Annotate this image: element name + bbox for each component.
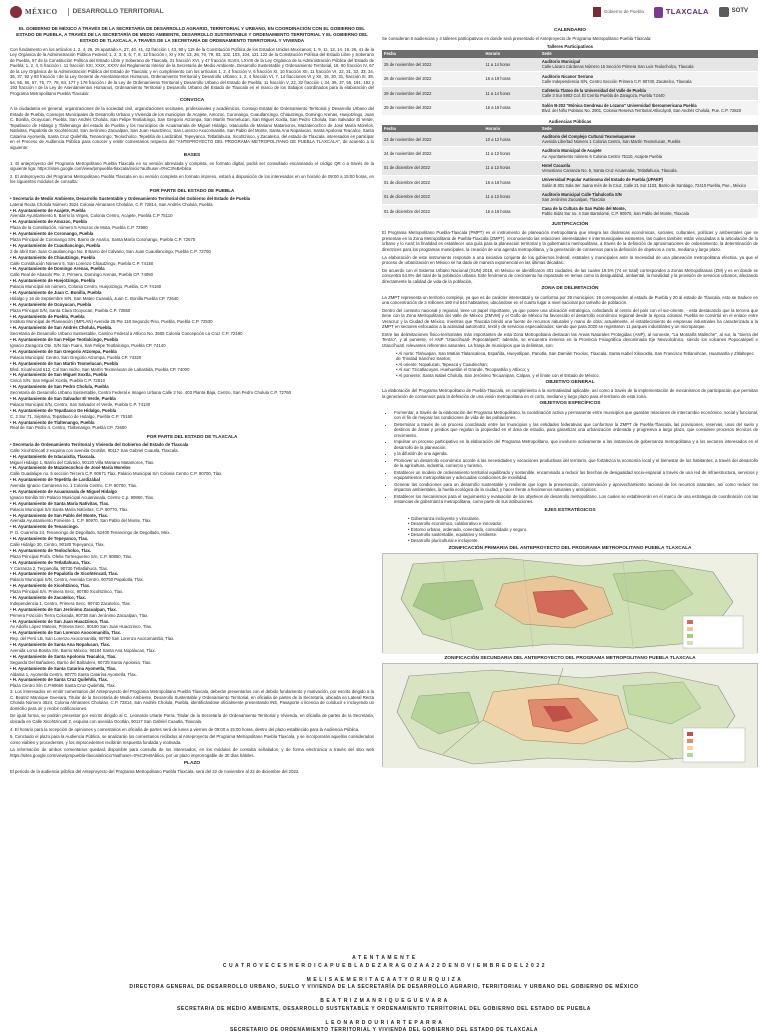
module-name: • H. Ayuntamiento de Teolocholco, Tlax. <box>10 547 92 553</box>
justificacion-paragraph-2: La elaboración de este instrumento responde a una iniciativa conjunta de los gobiernos federal, estatales y municipales ante la necesidad de una planeación metropolitana efectiva, ya que el proceso de urbanización en México se ha dado de manera exponencial en las últimas décadas. <box>382 254 758 266</box>
module-address: Palacio Municipal S/N, Centro, Avenida Centro, 90750 Papalotla, Tlax. <box>10 577 144 583</box>
gobierno-puebla-logo: Gobierno de Puebla <box>593 7 644 17</box>
cell-sede <box>540 101 758 115</box>
limit-item: • Al sur: Tzicatlacoyan, Huehuetlán el Grande, Tecopantlán y Atlixco; y <box>396 367 530 373</box>
legal-foundation-paragraph: Con fundamento en los artículos 1, 2, 4, 25, 26 apartado A, 27, 40, 41, 42 fracción I, 43, 90 y 115 de la Constitución Política de los Estados Unidos Mexicanos; 1, 9, 11, 12, 14, 16, 26, 41 de la Ley Orgánica de la Administración Pública Federal; 1, 2, 3, 5, 6, 7, 8, 12 fracción I, XI y XIV, 13, 26, 70, 79, 83, 102, 103, 104, 121 122 de la Constitución Política del Estado Libre y Soberano de Puebla, 57 de la Constitución Política del Estado Libre y Soberano de Tlaxcala, 31 fracción XVI, y 47 fracción XLVIII, LXVIII de la Ley Orgánica de la Administración Pública del Estado de Puebla; 1, 2, 4, 5 fracción I, 11 fracción XXI, XXIX, XXXV del Reglamento Interior de la Secretaría de Medio Ambiente, Desarrollo Sustentable y Ordenamiento Territorial, 18, 60 fracción IV, 67 de la Ley Orgánica de la Administración Pública del Estado de Tlaxcala; y en cumplimiento con los artículos 1, 2, 4 fracción V, 6 fracción XI, 10 fracción XII, 11 fracción VI, 22, 31, 32, 33, 34, 36, 37, 92 y 93 fracción I de la Ley General de Asentamientos Humanos, Ordenamiento Territorial y Desarrollo Urbano; 1, 2, 4 fracción VI, 7, 14 fracciones VI y XII, 16, 30, 31, fracción III, 39, 54, 55, 56, 57, 75, 77, 78, 84, 177 y 178 fracción I de la Ley de Ordenamiento Territorial y Desarrollo Urbano del Estado de Puebla; 11 fracción V, 22, 32 fracción I, 34, 35, 37, 55, 191, 192 y 193 fracción I de la Ley de Asentamientos Humanos, Ordenamiento Territorial y Desarrollo Urbano del Estado de Tlaxcala en el marco de los trabajos coordinados para la elaboración del Programa Metropolitano Puebla Tlaxcala: <box>10 46 374 96</box>
eje-item: • Desarrollo pluricultural e incluyente. <box>408 537 479 543</box>
map-zonificacion-primaria <box>382 553 758 653</box>
sede-name: Cafetería Tlatoo de la Universidad del Valle de Puebla <box>541 88 646 94</box>
module-address: Calle Guadalupe no. 5 sección Tercera C.P. 90671 Tlax. Palacio Municipal S/n Colonia Centro C.P. 90700, Tlax. <box>10 471 223 477</box>
justificacion-paragraph-1: El Programa Metropolitano Puebla-Tlaxcala (PMPT) es el instrumento de planeación metropolitana que integra las dinámicas económicas, sociales, culturales, políticas y ambientales que se presentan en la Zona Metropolitana de Puebla-Tlaxcala (ZMPT), reconociendo las relaciones interestatales e intermunicipales existentes, las cuales también están vinculadas a la articulación de lo urbano y lo rural; la finalidad es establecer una guía para la planeación territorial y la gobernanza metropolitana, a través de la definición de aproximaciones de ordenamiento, la determinación de directrices para los programas municipales, la creación de una agenda metropolitana, y la generación de consensos para la definición de objetivos a corto, mediano y largo plazo. <box>382 230 758 252</box>
base-3: 3. Los interesados en emitir comentarios del Anteproyecto del Programa Metropolitano Puebla Tlaxcala, deberán presentarlos con el debido fundamento y motivación, por escrito dirigido a la C. Beatriz Manrique Guevara, Titular de la Secretaría de Medio Ambiente, Desarrollo Sustentable y Ordenamiento Territorial, en oficialía de partes de la Secretaría, ubicada en Lateral Recta Cholula Número 3524, Colonia Almarares Cholulan, C.P. 72814, San Andrés Cholula, Puebla, identificándose oficialmente presentando INE, Pasaporte o licencia de conducir e incluyendo un domicilio para oír y recibir notificaciones. <box>10 689 374 711</box>
module-name: • H. Ayuntamiento de Huejotzingo, Puebla <box>10 278 95 284</box>
module-name: • H. Ayuntamiento de Juan C. Bonilla, Puebla <box>10 289 102 295</box>
module-name: • H. Ayuntamiento de Papalotla de Xicohténcatl, Tlax. <box>10 571 119 577</box>
tlaxcala-modules-list <box>10 442 374 689</box>
especificos-list <box>394 410 758 505</box>
module-name: • H. Ayuntamiento de Ixtacuixtla, Tlaxcala. <box>10 453 96 459</box>
sede-name: Universidad Popular Autónoma del Estado de Puebla (UPAEP) <box>541 177 663 183</box>
module-address: C. 2 Sur 71, Séptima, Tepatlaxco de Hidalgo, Puebla C.P. 75160 <box>10 413 133 419</box>
table-row <box>382 101 758 115</box>
base-2: 2. El anteproyecto del Programa Metropolitano Puebla Tlaxcala en su versión completa en formato impreso, estará a disposición de los interesados en un horario de 09:00 a 15:00 horas, en los siguientes módulos de consulta: <box>10 173 374 185</box>
module-name: • H. Ayuntamiento de Zacatelco, Tlax. <box>10 594 86 600</box>
especificos-heading: OBJETIVOS ESPECÍFICOS <box>539 401 601 407</box>
puebla-modules-heading: POR PARTE DEL ESTADO DE PUEBLA <box>149 187 235 193</box>
desarrollo-territorial-logo: DESARROLLO TERRITORIAL <box>68 8 164 16</box>
table-row <box>382 190 758 204</box>
sede-address: Calle Lázaro Cárdenas Número 15 Sección Primera San Luis Teolocholco, Tlaxcala <box>541 64 694 70</box>
module-name: • H. Ayuntamiento de Cuautlancingo, Puebla <box>10 242 101 248</box>
tlaxcala-modules-heading: POR PARTE DEL ESTADO DE TLAXCALA <box>146 433 238 439</box>
cell-sede <box>540 190 758 204</box>
tlaxcala-crest-icon <box>654 7 663 18</box>
cell-horario: 11 a 13 horas <box>484 146 540 160</box>
sede-address: Venustiano Carranza No. 5, Santa Cruz Acuamalac, Tetlatlahuca, Tlaxcala. <box>541 168 678 174</box>
module-address: 2 de abril San Juan Cuautlancingo No. 8 Barrio del Calvario, San Juan Cuautlancingo, Puebla C.P. 72700 <box>10 248 211 254</box>
module-name: • H. Ayuntamiento de Tepeyanco, Tlax. <box>10 536 89 542</box>
objective-item: • Impulsar un proceso participativo en la elaboración del Programa Metropolitano, que involucre activamente a las instancias de gobernanza metropolitana y a los sectores interesados en el desarrollo de la planeación. <box>394 439 758 450</box>
table-row <box>382 72 758 86</box>
module-name: • Secretaría de Ordenamiento Territorial y Vivienda del Gobierno del Estado de Tlaxcala <box>10 441 189 447</box>
module-address: Ignacio Zaragoza Ote. S/N San Fuaro, San Felipe Teotlalcingo, Puebla CP. 74140 <box>10 342 166 348</box>
table-row <box>382 132 758 146</box>
sotv-logo: SOTV <box>719 7 748 17</box>
cell-fecha: 24 de noviembre del 2022 <box>382 146 484 160</box>
plazo-paragraph: El periodo de la audiencia pública del Anteproyecto del Programa Metropolitano Puebla Tlaxcala, será del 22 de noviembre al 22 de diciembre del 2022. <box>10 768 300 774</box>
module-name: • H. Ayuntamiento de Santa Catarina Ayometla, Tlax. <box>10 665 117 671</box>
objective-item: • Promover un desarrollo económico acorde a las necesidades y vocaciones productivas del territorio, que fortalezca la economía local y el bienestar de los habitantes, a través del desarrollo de la agricultura, industria, comercio y turismo. <box>394 458 758 469</box>
cell-fecha: 01 de diciembre del 2022 <box>382 204 484 218</box>
module-name: • H. Ayuntamiento de Acajete, Puebla <box>10 207 86 213</box>
cell-fecha: 23 de noviembre del 2022 <box>382 132 484 146</box>
module-name: • H. Ayuntamiento de San Pedro Cholula, Puebla <box>10 384 109 390</box>
module-name: • H. Ayuntamiento de San Martín Texmelucan, Puebla <box>10 360 119 366</box>
module-name: • H. Ayuntamiento de Ocoyucan, Puebla <box>10 301 92 307</box>
module-name: • H. Ayuntamiento de Xicohtzinco, Tlax. <box>10 583 91 589</box>
left-column <box>10 26 374 852</box>
limit-item: • Al poniente: Santa Isabel Cholula, San Jerónimo Tecuanipan, Calpan, y el límite con el Estado de México. <box>396 372 600 378</box>
delimitacion-paragraph-1: La ZMPT representa un territorio complejo, ya que es de carácter interestatal y se conforma por 39 municipios: 19 corresponden al estado de Puebla y 20 al estado de Tlaxcala, esto se traduce en una concentración de 3 millones 180 mil 644 habitantes, ubicándose en el cuarto lugar a nivel nacional por tamaño de población. <box>382 294 758 306</box>
cell-horario: 16 a 19 horas <box>484 72 540 86</box>
cell-sede <box>540 175 758 189</box>
module-name: • H. Ayuntamiento de Tetlatlahuca, Tlax. <box>10 559 91 565</box>
module-name: • H. Ayuntamiento de Tlaltenango, Puebla <box>10 419 95 425</box>
sede-name: Auditorio Nicanor Serrano <box>541 73 594 79</box>
module-name: • H. Ayuntamiento de Acuamanala de Miguel Hidalgo <box>10 488 118 494</box>
module-name: • H. Ayuntamiento de San Juan Huactzinco, Tlax. <box>10 618 110 624</box>
cell-horario: 16 a 18 horas <box>484 175 540 189</box>
module-address: Avenida Ayuntamiento 6, Barrio la Virgen, Colonia Centro, Acajete, Puebla C.P 75110 <box>10 213 173 219</box>
sede-address: Calle 3 Sur 5902 Col. El Cerrito Puebla de Zaragoza, Puebla 72440 <box>541 93 665 99</box>
module-address: Primera Fracción Tierra Colorada, 90738 San Jerónimo Zacualpan, Tlax. <box>10 612 149 618</box>
signer-2-name: B E A T R I Z M A N R I Q U E G U E V A R A <box>320 998 448 1004</box>
sede-name: Auditorio Municipal <box>541 59 581 65</box>
cell-sede <box>540 72 758 86</box>
signer-1-role: DIRECTORA GENERAL DE DESARROLLO URBANO, SUELO Y VIVIENDA DE LA SECRETARÍA DE DESARROLLO AGRARIO, TERRITORIAL Y URBANO DEL GOBIERNO DE MÉXICO <box>129 984 639 991</box>
sede-name: Auditorio Municipal Calle Tlahulcotla S/N <box>541 191 622 197</box>
sede-name: Auditorio del Complejo Cultural Texmeluquense <box>541 133 636 139</box>
objective-item: • Generar las condiciones para un desarrollo sustentable y resiliente que logre la preservación, conservación y aprovechamiento racional de los recursos naturales, así como reducir los impactos ambientales, la huella ecológica de la ciudad, y hacer frente a fenómenos naturales y antrópicos. <box>394 482 758 493</box>
lema-line: C U A T R O V E C E S H E R O I C A P U E B L A D E Z A R A G O Z A A 2 2 D E N O V I E M B R E D E L 2 0 2 2 <box>222 962 546 969</box>
delimitacion-paragraph-2: Dentro del contexto nacional y regional, tiene un papel importante, ya que posee una ubicación estratégica, colindando al centro del país con el sur-oriente, - esta destacando que la tercera que tiene con la Zona Metropolitana del Valle de México (ZMVM) y el Golfo de México ha favorecido el desarrollo económico regional desde la época colonial. Puebla se convirtió en el enlace entre Veracruz y la Ciudad de México, mientras que Tlaxcala brindó una fuente de recursos naturales y mano de obra; actualmente, el establecimiento de empresas industriales ha caracterizado a la ZMPT en sectores enfocados a la actividad automotriz, textil y de servicios especializados; siendo que para 2020 se registraron 11 parques industriales y un microparque. <box>382 307 758 330</box>
module-address: Palacio Municipal sin número, Colonia Centro, Huejotzingo, Puebla, C.P. 74160 <box>10 284 162 290</box>
tlaxcala-logo: TLAXCALA <box>654 7 709 18</box>
cell-horario: 11 a 13 horas <box>484 161 540 175</box>
sede-address: San Jerónimo Zacualpan, Tlaxcala <box>541 197 605 203</box>
cell-fecha: 25 de noviembre del 2022 <box>382 58 484 72</box>
base-1: 1. El anteproyecto del Programa Metropolitano Puebla Tlaxcala en su versión abreviada y completa, en formato digital, podrá ser consultado escaneando el código QR o a través de la siguiente liga: https://sites.google.com/view/pmpuebla-tlaxcala/inicio?authuser=0%C3%BAblica <box>10 160 374 172</box>
cell-sede <box>540 161 758 175</box>
justificacion-heading: JUSTIFICACIÓN <box>551 222 589 228</box>
table-row <box>382 175 758 189</box>
module-address: Av Adolfo López Mateos, Primera Secc, 90190 San Juan Huactzinco, Tlax. <box>10 624 153 630</box>
talleres-caption: Talleres Participativos <box>546 43 594 49</box>
module-address: Secretaría de Desarrollo Urbano Sustentable, Centro Federal e Imagen Urbana Calle 2 No. 403 Planta Baja, Centro, San Pedro Cholula C.P. 72760 <box>10 390 292 396</box>
module-address: Avenida Ignacio Camarena no. 1 Colonia Centro, C.P. 90700, Tlax. <box>10 483 138 489</box>
cell-sede <box>540 58 758 72</box>
sotv-icon <box>719 7 729 17</box>
module-address: Y Carranza 2, Tecpanolla, 90730 Tetlatlahuca, Tlax. <box>10 565 109 571</box>
module-address: Instituto Municipal de Planeación (IMPLAN) Avenida 25 Pte 118 Segundo Piso, Puebla, Puebla C.P. 72530 <box>10 319 213 325</box>
module-name: • Secretaría de Medio Ambiente, Desarrollo Sustentable y Ordenamiento Territorial del Gobierno del Estado de Puebla <box>10 195 251 201</box>
objective-item: • Establecer un modelo de ordenamiento territorial equilibrado y sostenible, encaminado a reducir las brechas de desigualdad socio-espacial a través de una red de infraestructura, servicios y equipamientos metropolitanos y adecuadas condiciones de movilidad. <box>394 470 758 481</box>
signer-3-role: SECRETARIO DE ORDENAMIENTO TERRITORIAL Y VIVIENDA DEL GOBIERNO DEL ESTADO DE TLAXCALA <box>229 1027 539 1034</box>
cell-horario: 10 a 12 horas <box>484 132 540 146</box>
puebla-modules-list <box>10 196 374 431</box>
eje-item: • Desarrollo sustentable, equitativo y resiliente. <box>408 532 498 538</box>
limit-item: • Al norte: Tlahuapan, San Matías Tlalancaleca, Españita, Hueyotlipan, Panotla, San Damián Texoloc, Tlaxcala, Santa Isabel Xiloxoxtla, San Francisco Tetlanohcan, Huamantla y Zitlaltepec de Trinidad Sánchez Santos; <box>396 350 754 362</box>
module-address: Blvd. Xicoténcatl 612, Col San Isidro, San Martín Texmelucan de Labastida, Puebla CP. 74000 <box>10 366 190 372</box>
table-row <box>382 146 758 160</box>
column-header-fecha: Fecha <box>382 125 484 132</box>
base-5: 5. Concluido el plazo para la Audiencia Pública, se analizarán los comentarios recibidos al Anteproyecto del Programa Metropolitano Puebla Tlaxcala, y se incorporarán aquellos considerados como viables y procedentes, y los improcedentes recibirán respuesta fundada y motivada. <box>10 734 374 745</box>
limits-list <box>396 351 758 379</box>
module-name: • H. Ayuntamiento de Tepetitla de Lardizábal <box>10 477 100 483</box>
base-4: 4. El horario para la recepción de opiniones y comentarios en oficialía de partes será de lunes a viernes de 09:00 a 15:00 horas, dentro del plazo establecido para la Audiencia Pública. <box>10 726 360 732</box>
cell-sede <box>540 204 758 218</box>
base-3b: De igual forma, se podrán presentar por escrito dirigido al C. Leonardo Uriarte Parra, Titular de la Secretaría de Ordenamiento Territorial y Vivienda, en oficialía de partes de la Secretaría, ubicada en Calle Xicohtzincatl 2, esquina con avenida Ocotlán, 90117 San Gabriel Cuautla, Tlaxcala. <box>10 713 374 724</box>
talleres-table <box>382 50 758 115</box>
objective-item: • Determinar a través de un proceso coordinado entre los municipios y las entidades federativas que conforman la ZMPT de Puebla-Tlaxcala, las provisiones, reservas, usos del suelo y destinos de áreas y predios que regulan la propiedad en el área de estudio, para garantizar una urbanización ordenada y progresiva a largo plazo, que considere procesos técnicos de crecimiento. <box>394 422 758 439</box>
column-header-sede: Sede <box>540 50 758 57</box>
signer-3-name: L E O N A R D O U R I A R T E P A R R A <box>325 1019 443 1026</box>
map-primaria-title: ZONIFICACIÓN PRIMARIA DEL ANTEPROYECTO DEL PROGRAMA METROPOLITANO PUEBLA TLAXCALA <box>448 546 692 552</box>
objetivo-heading: OBJETIVO GENERAL <box>545 380 595 386</box>
module-address: Avenida Ayuntamiento Poniente 1, C.P. 90970, San Pablo del Monte, Tlax. <box>10 518 152 524</box>
signer-1-name: M E L I S A E M E R I T A C A A T Y O R U R Q U I Z A <box>306 976 462 983</box>
column-header-horario: Horario <box>484 50 540 57</box>
cell-fecha: 01 de diciembre del 2022 <box>382 175 484 189</box>
sede-address: Av. Ayuntamiento número 6 Colonia Centro 75110, Acajete Puebla <box>541 153 662 159</box>
justificacion-paragraph-3: De acuerdo con el Sistema Urbano Nacional (SUN) 2018, en México se identificaron 401 ciudades, de las cuales 19.5% (74 en total) corresponden a Zonas Metropolitanas (ZM) y es en donde se concentra 64.5% del total de la población urbana. Este fenómeno de crecimiento ha impactado en temas como la desigualdad, ambiental, la movilidad y la provisión de servicios urbanos, afectando directamente la calidad de vida de la población. <box>382 267 758 284</box>
module-address: Independencia 1, Centro, Primera Secc, 90740 Zacatelco, Tlax. <box>10 600 132 606</box>
module-name: • H. Ayuntamiento de Tenancingo. <box>10 524 79 530</box>
module-address: Plaza Centro S/n C.P.90660 Santa Cruz Quilehtla, Tlax. <box>10 683 116 689</box>
module-address: Calle Xicohtzincatl 2 esquina con avenida Ocotlán, 90117 San Gabriel Cuautla, Tlaxcala. <box>10 447 179 453</box>
convoca-paragraph: A la ciudadanía en general, organizaciones de la sociedad civil, organizaciones vecinales, profesionales y académicos, Consejo Estatal de Ordenamiento Territorial y Desarrollo Urbano del Estado de Puebla, Consejos Municipales de Desarrollo Urbano y Vivienda de los municipios de Acajete, Amozoc, Coronango, Cuautlancingo, Chiautzingo, Domingo Arenas, Huejotzingo, Juan C. Bonilla, Ocoyucan, Puebla, San Andrés Cholula, San Felipe Teotlalcingo, San Gregorio Atzompa, San Martín Texmelucan, San Miguel Xoxtla, San Pedro Cholula, San Salvador El Verde, Tepatlaxco de Hidalgo y Tlaltenango del estado de Puebla y los municipios de Acuamanala de Miguel Hidalgo, Ixtacuixtla de Mariano Matamoros, Mazatecochco de José María Morelos, Natívitas, Papalotla de Xicohténcatl, San Jerónimo Zacualpan, San Juan Huactzinco, San Lorenzo Axocomanitla, San Pablo del Monte, Santa Ana Nopalucan, Santa Apolonia Teacalco, Santa Catarina Ayometla, Santa Cruz Quilehtla, Tenancingo, Teolocholco, Tepetitla de Lardizábal, Tepeyanco, Tetlatlahuca, Xicohtzinco, y Zacatelco, del estado de Tlaxcala, interesados en participar en el Proceso de Audiencia Pública para conocer y emitir comentarios respecto del "ANTEPROYECTO DEL PROGRAMA METROPOLITANO DE PUEBLA TLAXCALA", de acuerdo a lo siguiente: <box>10 106 374 150</box>
sede-address: Calle Independencia S/N, Centro Sección Primera C.P. 90740, Zacatelco, Tlaxcala <box>541 78 692 84</box>
module-name: • H. Ayuntamiento de Tepatlaxco De Hidalgo, Puebla <box>10 407 117 413</box>
map-secundaria-title: ZONIFICACIÓN SECUNDARIA DEL ANTEPROYECTO DEL PROGRAMA METROPOLITANO PUEBLA TLAXCALA <box>444 656 696 662</box>
module-name: • H. Ayuntamiento de San Miguel Xoxtla, Puebla <box>10 372 108 378</box>
cell-sede <box>540 132 758 146</box>
module-name: • H. Ayuntamiento de Puebla, Puebla <box>10 313 85 319</box>
module-address: Hidalgo y 16 de Septiembre S/N, San Mateo Cuanalá, Juan C. Bonilla Puebla CP. 72640 <box>10 295 179 301</box>
sede-address: Pablo Sidar Sur no. 4 San Bartolomé, C.P. 90970, San Pablo del Monte, Tlaxcala <box>541 211 689 217</box>
column-header-sede: Sede <box>540 125 758 132</box>
signer-2-role: SECRETARIA DE MEDIO AMBIENTE, DESARROLLO SUSTENTABLE Y ORDENAMIENTO TERRITORIAL DEL GOBIERNO DEL ESTADO DE PUEBLA <box>176 1005 592 1012</box>
cell-fecha: 29 de noviembre del 2022 <box>382 86 484 100</box>
cell-fecha: 01 de diciembre del 2022 <box>382 161 484 175</box>
sede-name: Hotel Cacaxtla <box>541 162 571 168</box>
objective-item: • Formentar, a través de la elaboración del Programa Metropolitano, la coordinación activa y permanente entre municipios que guardan relaciones de intercambio económico, social y funcional, con el fin de mejorar las condiciones de vida de las poblaciones. <box>394 410 758 421</box>
module-address: Lateral Recta Cholula Número 3524 Colonia Almarares Cholulan, C.P. 72814, San Andrés Cholula, Puebla. <box>10 201 214 207</box>
module-name: • H. Ayuntamiento de Coronango, Puebla <box>10 231 94 237</box>
module-name: • H. Ayuntamiento de San Pablo del Monte, Tlax. <box>10 512 109 518</box>
sede-address: Avenida Libertad Número 1 Colonia Centro, San Martín Texmelucan, Puebla <box>541 139 681 145</box>
table-row <box>382 204 758 218</box>
module-name: • H. Ayuntamiento de San Lorenzo Axocomanitla, Tlax. <box>10 630 122 636</box>
eje-item: • Desarrollo económico, colaborativo e innovador. <box>408 521 503 527</box>
module-address: Aldama 1, Ayometla Centro, 90770 Santa Catarina Ayometla, Tlax. <box>10 671 137 677</box>
column-header-horario: Horario <box>484 125 540 132</box>
eje-item: • Gobernanza incluyente y vinculante. <box>408 515 480 521</box>
delimitacion-heading: ZONA DE DELIMITACIÓN <box>541 286 599 292</box>
module-name: • H. Ayuntamiento de Domingo Arenas, Puebla <box>10 266 105 272</box>
cell-sede <box>540 146 758 160</box>
module-address: Palacio Municipal S/N, Centro, San Salvador el Verde, Puebla C.P. 74130 <box>10 401 151 407</box>
column-header-fecha: Fecha <box>382 50 484 57</box>
module-name: • H. Ayuntamiento de Santa Apolonia Teacalco, Tlax. <box>10 653 117 659</box>
module-name: • H. Ayuntamiento de San Salvador El Verde, Puebla <box>10 396 116 401</box>
objetivo-paragraph: La elaboración del Programa Metropolitano de Puebla-Tlaxcala, en cumplimiento a la normatividad aplicable, así como a través de la implementación de mecanismos de participación que permitan la generación de consensos para la definición de una visión metropolitana en el corto, mediano y largo plazo para el territorio de esta zona. <box>382 388 758 399</box>
atentamente-label: A T E N T A M E N T E <box>352 955 416 961</box>
calendario-heading: CALENDARIO <box>554 28 586 33</box>
map-zonificacion-secundaria <box>382 663 758 767</box>
ejes-heading: EJES ESTRATÉGICOS <box>544 507 596 513</box>
module-address: Plaza Principal de Coronango S/N, Barrio de Analco, Santa María Coronango, Puebla C.P. 72670 <box>10 236 196 242</box>
cell-horario: 16 a 18 horas <box>484 204 540 218</box>
module-name: • H. Ayuntamiento de San Jerónimo Zacualpan, Tlax. <box>10 606 117 612</box>
delimitacion-paragraph-3: Entre las delimitaciones físico-territoriales más importantes de esta Zona Metropolitana destacan las Áreas Naturales Protegidas (ANP), al noroeste, "La Montaña Malinche", al sur, la "Sierra del Tentzo", y al poniente, el ANP "Iztaccíhuatl- Popocatépetl"; además, se encuentra inmersa en la Provincia Fisiográfica denominada Eje Neovolcánico, siendo los volcanes Popocatépetl e Iztaccíhuatl, relevantes referentes naturales. La franja de municipios que la delimitan, son: <box>382 331 758 348</box>
module-address: Ignacio Bonilla S/n Palacio Municipal Acuamanala, Centro C.p. 90860, Tlax. <box>10 494 155 500</box>
table-row <box>382 86 758 100</box>
eje-item: • Entorno urbano, ordenado, conectado, consolidado y seguro. <box>408 526 528 532</box>
sede-address: Blvd. del Niño Poblano No. 2901, Colonia Reserva Territorial Atlixcáyotl, San Andrés Cholula, Pue. C.P. 72820 <box>541 107 742 113</box>
module-name: • H. Ayuntamiento de Santa Cruz Quilehtla, Tlax. <box>10 677 109 683</box>
cell-sede <box>540 86 758 100</box>
module-address: Plaza Principal S/n. Primera Secc, 90780 Xicohtzinco, Tlax. <box>10 589 124 595</box>
module-name: • H. Ayuntamiento de Santa María Natívitas, Tlax. <box>10 500 110 506</box>
cell-horario: 11 a 14 horas <box>484 58 540 72</box>
module-name: • H. Ayuntamiento de San Andrés Cholula, Puebla. <box>10 325 113 331</box>
audiencias-table <box>382 125 758 219</box>
plazo-heading: PLAZO <box>183 760 201 766</box>
sede-name: Salón B-202 "Mónica Gendreau de Lozano" Universidad Iberoamericana Puebla <box>541 102 697 108</box>
module-address: Calle Real de Abasolo Pte. 2, Primero, Domingo Arenas, Puebla CP. 74050 <box>10 272 153 278</box>
bases-heading: BASES <box>183 152 201 158</box>
module-name: • H. Ayuntamiento de San Felipe Teotlalcingo, Puebla <box>10 337 119 343</box>
convoca-heading: CONVOCA <box>179 98 205 104</box>
calendario-intro: Se consideran 8 audiencias y 4 talleres participativos en donde será presentado el Anteproyecto de Programa Metropolitano Puebla Tlaxcala: <box>382 36 652 42</box>
module-address: Segunda Del Bañadero, Barrio del Bañadero, 90725 Santa Apolonia, Tlax. <box>10 659 152 665</box>
cell-horario: 11 a 14 horas <box>484 86 540 100</box>
module-address: Secretaría de Desarrollo Urbano Sustentable, Camino Federal a Atlixco No. 3505 Colonia Concepción La Cruz C.P. 72190 <box>10 331 243 337</box>
module-address: Plaza Principal Profa. Ofelia Torresquemo S/n, C.P. 90850, Tlax. <box>10 553 133 559</box>
module-address: Calle Constitución Número 5, San Lorenzo Chiautzingo, Puebla C.P. 74150 <box>10 260 154 266</box>
right-column <box>382 26 758 852</box>
module-address: Calle Hidalgo 30, Centro, 90180 Tepeyanco, Tlax. <box>10 541 105 547</box>
module-address: Rep. del Perú LB, San Lorenzo Axocomanitla, 90750 San Lorenzo Axocomanitla, Tlax. <box>10 636 175 642</box>
table-row <box>382 58 758 72</box>
objective-item: • y la difusión de una agenda. <box>394 451 758 457</box>
module-address: Avenida Loma Bonita S/n, Barrio México, 90184 Santa Ana Nopalucan, Tlax. <box>10 648 156 653</box>
module-address: Real de San Pedro 4, Centro, Tlaltenango, Puebla CP. 72600 <box>10 425 127 431</box>
cell-fecha: 01 de diciembre del 2022 <box>382 190 484 204</box>
signatures-footer <box>0 955 768 1035</box>
base-5b: La información de ambos comentarios quedará disponible para consulta de los interesados, en los módulos de consulta señalados, y de forma electrónica a través del sitio web https://sites.google.com/view/pmpuebla-tlaxcala/inicio?authuser=0%C3%BAblica, por un plazo improrrogable de 30 días hábiles. <box>10 747 374 758</box>
module-address: Miguel Hidalgo 1, Barrio del Calvario, 90120 Villa Mariano Matamoros, Tlax. <box>10 459 155 465</box>
module-address: Plaza Principal S/N, Santa Clara Ocoyucan, Puebla C.P. 72850 <box>10 307 131 313</box>
module-name: • H. Ayuntamiento de Chiautzingo, Puebla <box>10 254 95 260</box>
cell-fecha: 26 de noviembre del 2022 <box>382 72 484 86</box>
module-name: • H. Ayuntamiento de Mazatecochco de José María Morelos <box>10 465 131 471</box>
sede-name: Auditorio Municipal de Acajete <box>541 148 602 154</box>
cell-horario: 16 a 19 horas <box>484 101 540 115</box>
header-logos <box>0 0 768 24</box>
escudo-icon <box>10 6 22 18</box>
cell-fecha: 29 de noviembre del 2022 <box>382 101 484 115</box>
gobierno-mexico-logo: MÉXICO <box>10 6 58 18</box>
objective-item: • Establecer los mecanismos para el seguimiento y evaluación de los objetivos de desarrollo metropolitano. Los cuales se establecerán en el marco de una estrategia de coordinación con las instancias de gobernanza metropolitana, como parte de sus atribuciones. <box>394 494 758 505</box>
module-address: Palacio Municipal S/n Santa María Natívitas, C.P. 90770, Tlax. <box>10 506 129 512</box>
module-address: Civica S/N, San Miguel Xoxtla, Puebla C.P. 72810 <box>10 378 105 384</box>
document-title: EL GOBIERNO DE MÉXICO A TRAVÉS DE LA SECRETARÍA DE DESARROLLO AGRARIO, TERRITORIAL Y URBANO, EN COORDINACIÓN CON EL GOBIERNO DEL ESTADO DE PUEBLA, A TRAVÉS DE LA SECRETARÍA DE MEDIO AMBIENTE, DESARROLLO SUSTENTABLE Y ORDENAMIENTO TERRITORIAL Y EL GOBIERNO DEL ESTADO DE TLAXCALA, A TRAVÉS DE LA SECRETARÍA DE ORDENAMIENTO TERRITORIAL Y VIVIENDA <box>16 26 368 43</box>
ejes-list <box>408 516 758 544</box>
sede-name: Casa de la Cultura de San Pablo del Monte, <box>541 206 626 212</box>
module-address: Palacio Municipal. Centro, San Gregorio Atzompa, Puebla CP. 74320 <box>10 354 142 360</box>
cell-horario: 11 a 13 horas <box>484 190 540 204</box>
module-name: • H. Ayuntamiento de Santa Ana Nopalucan, Tlax. <box>10 642 111 648</box>
module-address: P. O. Cuarenta 24, Tenancingo de Degollado, 52400 Tenancingo de Degollado, Méx. <box>10 530 171 536</box>
limit-item: • Al oriente: Nopalucan, Tepeaca y Cuautinchan; <box>396 361 488 367</box>
puebla-crest-icon <box>593 7 601 17</box>
module-name: • H. Ayuntamiento de Amozoc, Puebla <box>10 219 87 225</box>
module-address: Plaza de la Constitución, número 5 Amozoc de Mota, Puebla C.P. 72980 <box>10 225 148 231</box>
table-row <box>382 161 758 175</box>
audiencias-caption: Audiencias Públicas <box>548 118 592 124</box>
sede-address: Salón B 301 Sala 3er Juana Inés de la Cruz, Calle 21 Sur 1103, Barrio de Santiago, 72410 Puebla, Pue., México <box>541 182 746 188</box>
module-name: • H. Ayuntamiento de San Gregorio Atzompa, Puebla <box>10 348 117 354</box>
